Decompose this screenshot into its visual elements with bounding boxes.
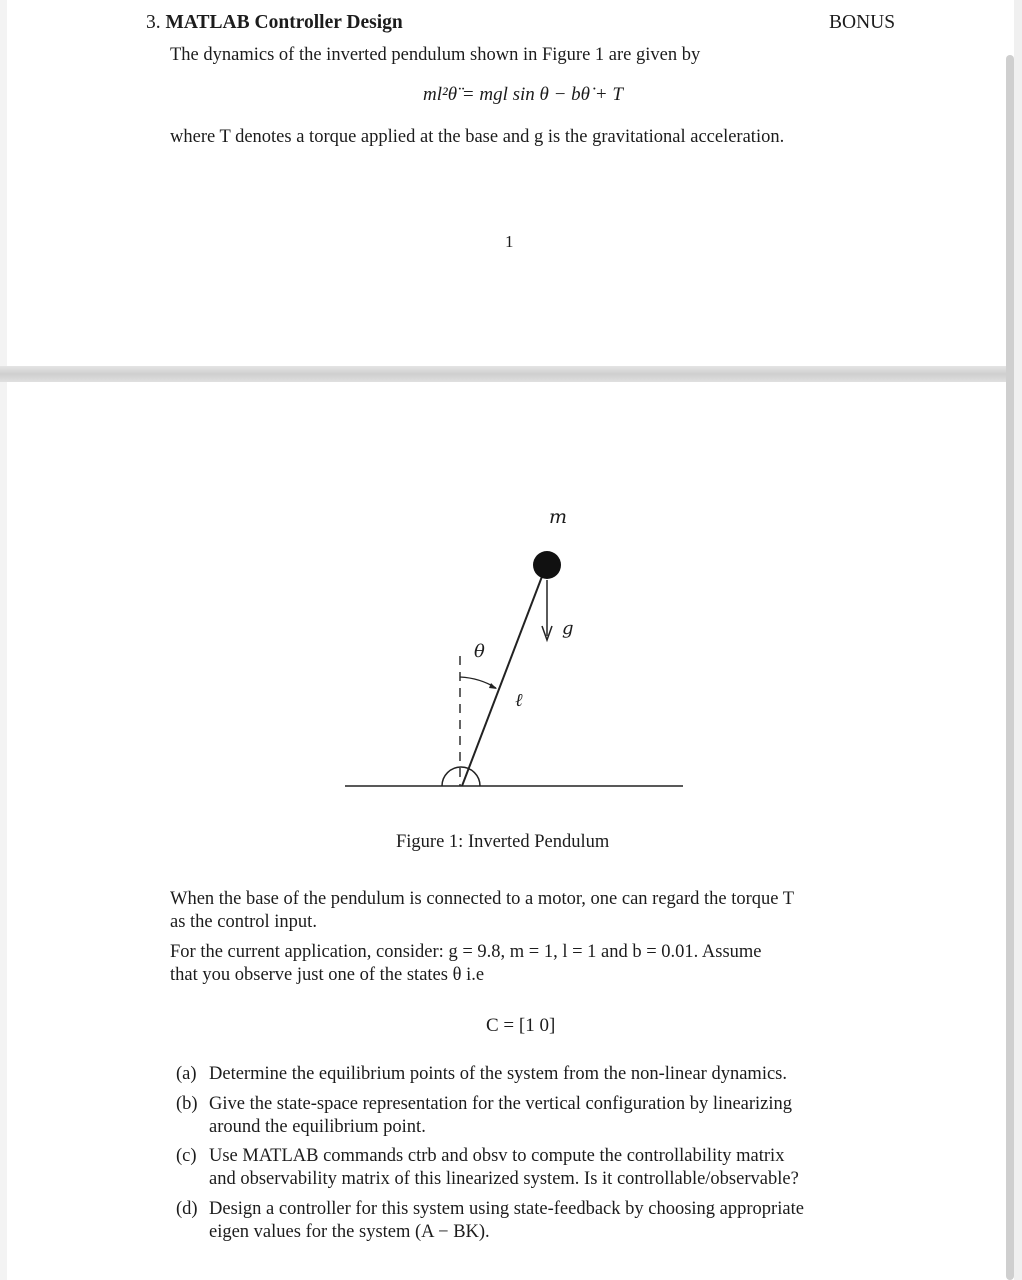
viewer-right-edge	[1014, 0, 1022, 1280]
intro-text: The dynamics of the inverted pendulum shown in Figure 1 are given by	[170, 45, 701, 65]
question-heading	[146, 12, 403, 34]
paragraph-1-line-1: When the base of the pendulum is connected to a motor, one can regard the torque T	[170, 889, 795, 909]
item-b-line-2: around the equilibrium point.	[209, 1117, 426, 1137]
item-c-line-2: and observability matrix of this linearized system. Is it controllable/observable?	[209, 1169, 799, 1189]
item-d-line-1: Design a controller for this system using state-feedback by choosing appropriate	[209, 1199, 804, 1219]
page-separator	[0, 366, 1022, 382]
paragraph-1-line-2: as the control input.	[170, 912, 317, 932]
angle-label: θ	[474, 641, 485, 662]
gravity-label: g	[562, 618, 574, 639]
paragraph-2-line-2: that you observe just one of the states θ i.e	[170, 965, 485, 985]
item-a-label: (a)	[176, 1064, 197, 1084]
figure-caption: Figure 1: Inverted Pendulum	[396, 832, 610, 852]
viewer-left-edge	[0, 0, 7, 1280]
where-text: where T denotes a torque applied at the base and g is the gravitational acceleration.	[170, 127, 785, 147]
item-d-label: (d)	[176, 1199, 198, 1219]
question-number: 3.	[146, 12, 161, 33]
mass-label: m	[549, 506, 568, 528]
paragraph-2-line-1: For the current application, consider: g = 9.8, m = 1, l = 1 and b = 0.01. Assume	[170, 942, 762, 962]
dynamics-equation: ml²θ̈ = mgl sin θ − bθ̇ + T	[423, 84, 623, 105]
pendulum-figure	[340, 500, 690, 800]
item-d-line-2: eigen values for the system (A − BK).	[209, 1222, 490, 1242]
item-b-line-1: Give the state-space representation for the vertical configuration by linearizing	[209, 1094, 793, 1114]
output-matrix-equation: C = [1 0]	[486, 1015, 556, 1036]
pendulum-rod	[462, 566, 546, 786]
vertical-scrollbar[interactable]	[1006, 55, 1014, 1280]
question-title: MATLAB Controller Design	[165, 12, 403, 33]
angle-arrow-head	[489, 683, 497, 689]
pivot-arc	[442, 767, 480, 786]
bonus-label: BONUS	[829, 12, 896, 33]
item-a-text: Determine the equilibrium points of the system from the non-linear dynamics.	[209, 1064, 787, 1084]
item-c-line-1: Use MATLAB commands ctrb and obsv to compute the controllability matrix	[209, 1146, 785, 1166]
item-c-label: (c)	[176, 1146, 197, 1166]
page-number: 1	[505, 232, 514, 251]
length-label: ℓ	[515, 690, 523, 711]
item-b-label: (b)	[176, 1094, 198, 1114]
pendulum-mass	[533, 551, 561, 579]
